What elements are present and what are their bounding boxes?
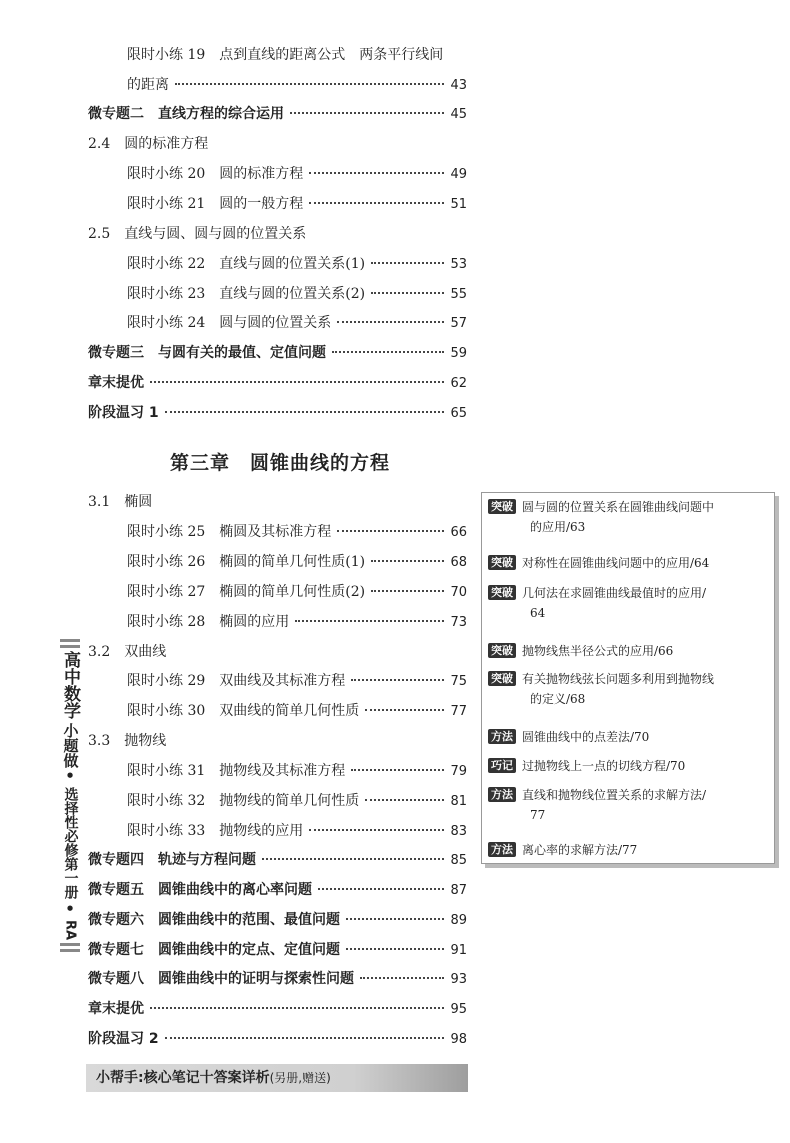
tip-tag: 巧记 [488, 758, 516, 773]
leader-dots [309, 829, 444, 831]
leader-dots [365, 799, 444, 801]
toc-page: 85 [450, 853, 467, 868]
tip-item[interactable] [488, 497, 768, 537]
toc-label: 微专题四 轨迹与方程问题 [88, 852, 256, 868]
toc-entry[interactable] [127, 164, 467, 185]
toc-label: 限时小练 27 椭圆的简单几何性质(2) [127, 584, 366, 600]
leader-dots [318, 888, 444, 890]
toc-entry[interactable] [127, 821, 467, 842]
toc-label: 微专题三 与圆有关的最值、定值问题 [88, 345, 326, 361]
tip-text: 离心率的求解方法/77 [522, 843, 638, 857]
tip-text: 有关抛物线弦长问题多利用到抛物线 [522, 672, 715, 686]
tip-text: 圆锥曲线中的点差法/70 [522, 730, 650, 744]
leader-dots [165, 1037, 445, 1039]
toc-label: 限时小练 32 抛物线的简单几何性质 [127, 793, 360, 809]
spine-mid-2: 做 [61, 753, 80, 768]
leader-dots [346, 918, 444, 920]
spine-bar [60, 639, 80, 642]
toc-entry[interactable] [127, 313, 467, 334]
spine-edition: RA [62, 920, 78, 941]
toc-label: 阶段温习 2 [88, 1031, 159, 1047]
leader-dots [371, 262, 444, 264]
spine-mid: 小题 [61, 723, 80, 753]
toc-entry[interactable] [88, 880, 467, 901]
toc-page: 45 [450, 107, 467, 122]
toc-entry[interactable] [127, 254, 467, 275]
toc-page: 43 [450, 78, 467, 93]
leader-dots [295, 620, 444, 622]
toc-page: 65 [450, 406, 467, 421]
tip-text: 过抛物线上一点的切线方程/70 [522, 759, 686, 773]
toc-page: 70 [450, 585, 467, 600]
tip-text: 直线和抛物线位置关系的求解方法/ [522, 788, 707, 802]
leader-dots [262, 858, 444, 860]
toc-page: 83 [450, 824, 467, 839]
toc-page: 68 [450, 555, 467, 570]
toc-label: 微专题二 直线方程的综合运用 [88, 106, 284, 122]
toc-entry-19-line1: 限时小练 19 点到直线的距离公式 两条平行线间 [127, 47, 444, 63]
toc-label: 微专题七 圆锥曲线中的定点、定值问题 [88, 942, 340, 958]
spine-bar [60, 943, 80, 946]
toc-label: 限时小练 22 直线与圆的位置关系(1) [127, 256, 366, 272]
toc-entry[interactable] [127, 701, 467, 722]
toc-page: 75 [450, 674, 467, 689]
toc-page: 77 [450, 704, 467, 719]
toc-entry[interactable] [88, 969, 467, 990]
leader-dots [337, 321, 444, 323]
toc-label: 微专题六 圆锥曲线中的范围、最值问题 [88, 912, 340, 928]
toc-entry[interactable] [127, 612, 467, 633]
toc-entry[interactable] [88, 910, 467, 931]
section-heading: 2.5 直线与圆、圆与圆的位置关系 [88, 226, 307, 242]
footer-note: (另册,赠送) [269, 1071, 331, 1085]
tip-item[interactable] [488, 669, 768, 709]
toc-page: 53 [450, 257, 467, 272]
toc-entry[interactable] [127, 582, 467, 603]
toc-page: 59 [450, 346, 467, 361]
footer-banner [86, 1064, 468, 1092]
tip-item[interactable] [488, 756, 768, 776]
tip-text-cont: 64 [530, 606, 546, 620]
toc-entry[interactable] [127, 671, 467, 692]
tip-item[interactable] [488, 583, 768, 623]
tip-tag: 突破 [488, 671, 516, 686]
spine-subtitle: 选择性必修第一册 [62, 787, 79, 899]
tip-tag: 突破 [488, 555, 516, 570]
toc-entry[interactable] [88, 999, 467, 1020]
toc-page: 91 [450, 943, 467, 958]
leader-dots [309, 202, 444, 204]
toc-label: 限时小练 28 椭圆的应用 [127, 614, 290, 630]
leader-dots [150, 1007, 444, 1009]
tip-tag: 方法 [488, 729, 516, 744]
toc-page: 57 [450, 316, 467, 331]
leader-dots [351, 769, 444, 771]
tip-text-cont: 的应用/63 [530, 520, 586, 534]
tip-tag: 突破 [488, 585, 516, 600]
toc-label: 限时小练 29 双曲线及其标准方程 [127, 673, 346, 689]
tip-tag: 方法 [488, 842, 516, 857]
tip-tag: 方法 [488, 787, 516, 802]
tip-tag: 突破 [488, 499, 516, 514]
toc-label: 限时小练 20 圆的标准方程 [127, 166, 304, 182]
tips-sidebar [481, 492, 775, 864]
toc-label: 微专题五 圆锥曲线中的离心率问题 [88, 882, 312, 898]
toc-page: 66 [450, 525, 467, 540]
tip-text-cont: 77 [530, 808, 546, 822]
leader-dots [175, 83, 444, 85]
toc-entry[interactable] [127, 761, 467, 782]
toc-label: 限时小练 33 抛物线的应用 [127, 823, 304, 839]
toc-entry[interactable] [88, 403, 467, 424]
toc-label: 限时小练 26 椭圆的简单几何性质(1) [127, 554, 366, 570]
leader-dots [332, 351, 444, 353]
section-heading: 3.1 椭圆 [88, 494, 153, 510]
section-heading: 2.4 圆的标准方程 [88, 136, 209, 152]
toc-label: 的距离 [127, 77, 169, 93]
leader-dots [290, 112, 444, 114]
toc-entry[interactable] [127, 791, 467, 812]
toc-entry[interactable] [127, 75, 467, 96]
toc-page: 81 [450, 794, 467, 809]
toc-entry[interactable] [127, 552, 467, 573]
toc-page: 73 [450, 615, 467, 630]
leader-dots [150, 381, 444, 383]
leader-dots [351, 679, 444, 681]
toc-entry[interactable] [88, 850, 467, 871]
leader-dots [165, 411, 445, 413]
tip-text-cont: 的定义/68 [530, 692, 586, 706]
tip-item[interactable] [488, 553, 768, 573]
leader-dots [337, 530, 444, 532]
leader-dots [365, 709, 444, 711]
toc-page: 49 [450, 167, 467, 182]
spine-bar [60, 949, 80, 952]
section-heading: 3.3 抛物线 [88, 733, 167, 749]
leader-dots [371, 560, 444, 562]
tip-item[interactable] [488, 727, 768, 747]
leader-dots [371, 292, 444, 294]
leader-dots [309, 172, 444, 174]
spine-dot: • [65, 900, 75, 918]
spine-bar [60, 645, 80, 648]
toc-label: 阶段温习 1 [88, 405, 159, 421]
toc-entry[interactable] [88, 343, 467, 364]
toc-entry[interactable] [88, 104, 467, 125]
book-spine-label [58, 636, 82, 955]
toc-page: 93 [450, 972, 467, 987]
toc-label: 限时小练 24 圆与圆的位置关系 [127, 315, 332, 331]
toc-label: 限时小练 23 直线与圆的位置关系(2) [127, 286, 366, 302]
toc-label: 限时小练 31 抛物线及其标准方程 [127, 763, 346, 779]
toc-page: 55 [450, 287, 467, 302]
tip-text: 几何法在求圆锥曲线最值时的应用/ [522, 586, 707, 600]
toc-entry[interactable] [88, 940, 467, 961]
footer-main: 小帮手:核心笔记十答案详析 [96, 1070, 270, 1086]
leader-dots [360, 977, 444, 979]
chapter-title: 第三章 圆锥曲线的方程 [170, 452, 391, 474]
toc-page: 51 [450, 197, 467, 212]
tip-text: 圆与圆的位置关系在圆锥曲线问题中 [522, 500, 715, 514]
toc-page: 98 [450, 1032, 467, 1047]
spine-title: 高中数学 [60, 651, 80, 719]
toc-page: 79 [450, 764, 467, 779]
toc-label: 限时小练 25 椭圆及其标准方程 [127, 524, 332, 540]
tip-item[interactable] [488, 785, 768, 825]
toc-entry[interactable] [88, 1029, 467, 1050]
tip-text: 抛物线焦半径公式的应用/66 [522, 644, 674, 658]
toc-page: 87 [450, 883, 467, 898]
tip-item[interactable] [488, 840, 768, 860]
toc-entry[interactable] [88, 373, 467, 394]
toc-label: 微专题八 圆锥曲线中的证明与探索性问题 [88, 971, 354, 987]
toc-entry[interactable] [127, 194, 467, 215]
leader-dots [371, 590, 444, 592]
toc-entry[interactable] [127, 284, 467, 305]
toc-page: 62 [450, 376, 467, 391]
toc-entry[interactable] [127, 522, 467, 543]
leader-dots [346, 948, 444, 950]
tip-text: 对称性在圆锥曲线问题中的应用/64 [522, 556, 710, 570]
toc-label: 限时小练 21 圆的一般方程 [127, 196, 304, 212]
toc-label: 章末提优 [88, 375, 144, 391]
toc-label: 章末提优 [88, 1001, 144, 1017]
toc-label: 限时小练 30 双曲线的简单几何性质 [127, 703, 360, 719]
section-heading: 3.2 双曲线 [88, 644, 167, 660]
toc-page: 89 [450, 913, 467, 928]
tip-item[interactable] [488, 641, 768, 661]
spine-dot: • [65, 767, 75, 785]
tip-tag: 突破 [488, 643, 516, 658]
toc-page: 95 [450, 1002, 467, 1017]
